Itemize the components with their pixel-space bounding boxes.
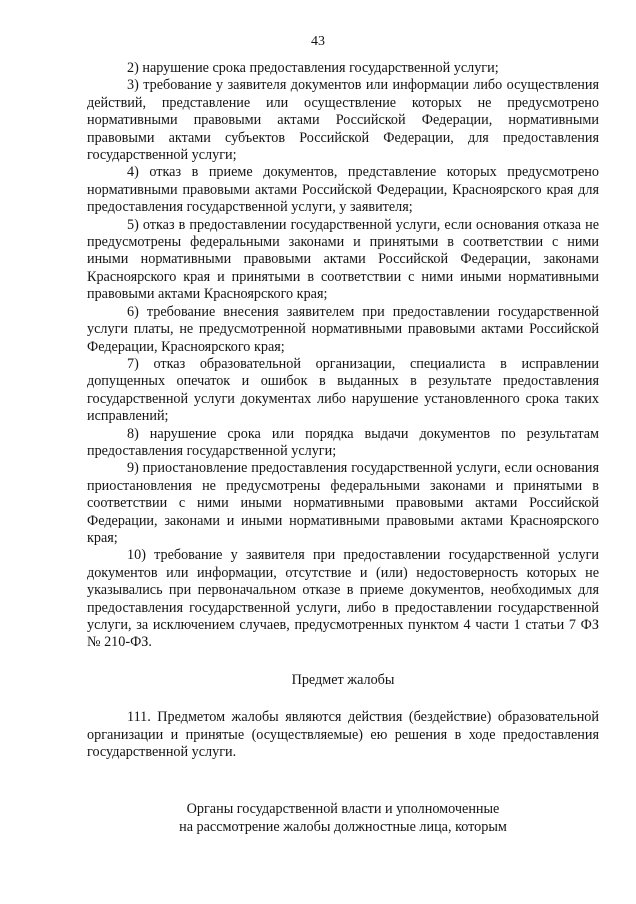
list-item: 8) нарушение срока или порядка выдачи документов по результатам предоставления государственной услуги; bbox=[87, 425, 599, 459]
list-item: 6) требование внесения заявителем при предоставлении государственной услуги платы, не предусмотренной нормативными правовыми актами Российской Федерации, Красноярского края; bbox=[87, 303, 599, 355]
next-section-heading-line-2: на рассмотрение жалобы должностные лица, которым bbox=[179, 818, 507, 835]
list-item: 10) требование у заявителя при предоставлении государственной услуги документов или информации, отсутствие и (или) недостоверность которых не указывались при первоначальном отказе в приеме документов, необходимых для предоставления государственной услуги, либо в предоставлении государственной услуги, за исключением случаев, предусмотренных пунктом 4 части 1 статьи 7 ФЗ № 210-ФЗ. bbox=[87, 547, 599, 651]
next-section-heading-line-1: Органы государственной власти и уполномоченные bbox=[186, 801, 500, 818]
list-item: 5) отказ в предоставлении государственной услуги, если основания отказа не предусмотрены федеральными законами и принятыми в соответствии с ними иными нормативными правовыми актами Российской Федерации, законами Красноярского края и принятыми в соответствии с ними иными нормативными правовыми актами Красноярского края; bbox=[87, 216, 599, 303]
list-item: 4) отказ в приеме документов, представление которых предусмотрено нормативными правовыми актами Российской Федерации, Красноярского края для предоставления государственной услуги, у заявителя; bbox=[87, 164, 599, 216]
paragraph-111: 111. Предметом жалобы являются действия (бездействие) образовательной организации и принятые (осуществляемые) ею решения в ходе предоставления государственной услуги. bbox=[87, 709, 599, 761]
list-item: 7) отказ образовательной организации, специалиста в исправлении допущенных опечаток и ошибок в выданных в результате предоставления государственной услуги документах либо нарушение установленного срока таких исправлений; bbox=[87, 355, 599, 425]
document-body bbox=[87, 60, 599, 836]
list-item: 9) приостановление предоставления государственной услуги, если основания приостановления не предусмотрены федеральными законами и принятыми в соответствии с ними иными нормативными правовыми актами Российской Федерации, законами и иными нормативными правовыми актами Красноярского края; bbox=[87, 460, 599, 546]
list-item: 2) нарушение срока предоставления государственной услуги; bbox=[127, 60, 499, 76]
page-number: 43 bbox=[311, 34, 325, 49]
list-item: 3) требование у заявителя документов или информации либо осуществления действий, представление или осуществление которых не предусмотрено нормативными правовыми актами Российской Федерации, нормативными правовыми актами субъектов Российской Федерации, для предоставления государственной услуги; bbox=[87, 77, 599, 164]
section-heading: Предмет жалобы bbox=[291, 671, 395, 688]
